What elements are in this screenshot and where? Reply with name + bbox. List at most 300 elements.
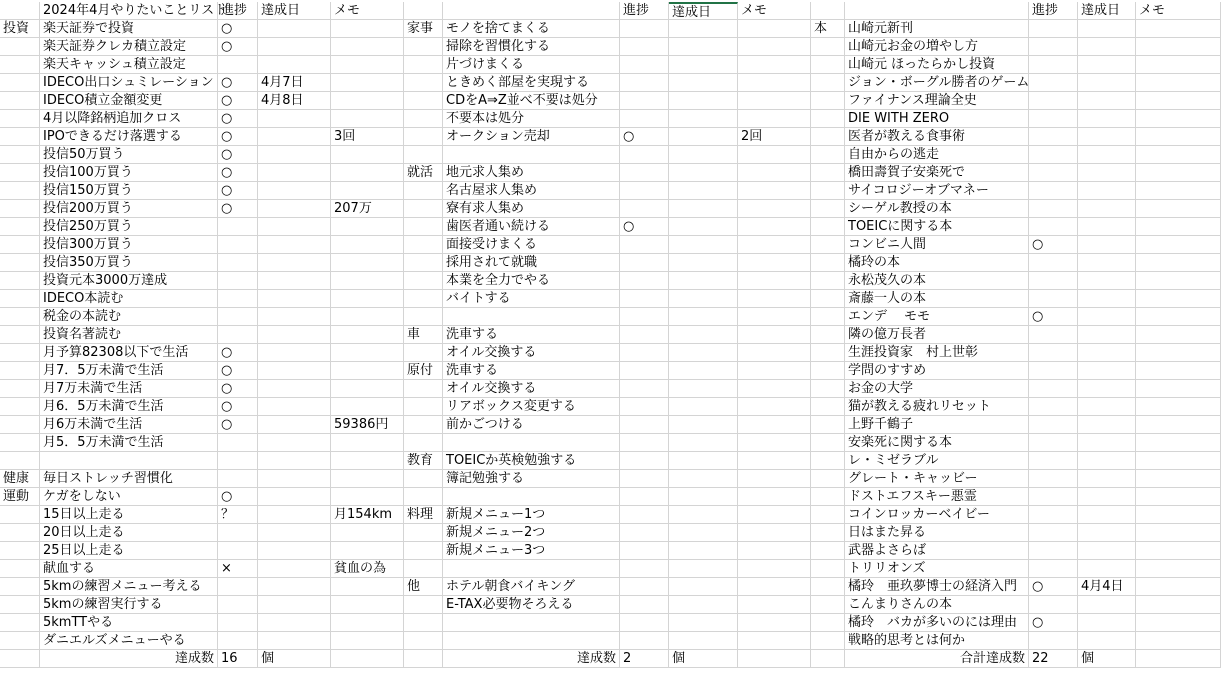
achieved-date-cell[interactable] — [1078, 272, 1136, 290]
memo-cell[interactable] — [1136, 56, 1221, 74]
task-cell[interactable] — [40, 218, 218, 236]
achieved-date-cell[interactable] — [669, 452, 738, 470]
category-cell[interactable] — [404, 146, 443, 164]
achieved-date-cell[interactable] — [669, 380, 738, 398]
task-cell[interactable] — [845, 92, 1029, 110]
category-cell[interactable] — [0, 434, 40, 452]
task-cell[interactable] — [845, 632, 1029, 650]
category-cell[interactable] — [404, 596, 443, 614]
category-cell[interactable] — [811, 506, 845, 524]
achieved-date-cell[interactable] — [258, 578, 331, 596]
memo-cell[interactable] — [1136, 398, 1221, 416]
achieved-date-cell[interactable] — [258, 362, 331, 380]
task-cell[interactable] — [40, 92, 218, 110]
category-cell[interactable] — [0, 614, 40, 632]
achieved-date-cell[interactable] — [669, 560, 738, 578]
achieved-date-cell[interactable] — [1078, 398, 1136, 416]
memo-cell[interactable] — [331, 470, 404, 488]
progress-cell[interactable] — [218, 164, 258, 182]
category-label[interactable] — [0, 488, 40, 506]
task-cell[interactable] — [40, 560, 218, 578]
task-cell[interactable] — [845, 488, 1029, 506]
task-cell[interactable] — [443, 524, 620, 542]
memo-cell[interactable] — [331, 308, 404, 326]
task-cell[interactable] — [40, 380, 218, 398]
achieved-date-cell[interactable] — [669, 632, 738, 650]
memo-cell[interactable] — [1136, 632, 1221, 650]
memo-cell[interactable] — [331, 38, 404, 56]
memo-cell[interactable] — [1136, 182, 1221, 200]
achieved-date-cell[interactable] — [258, 398, 331, 416]
memo-cell[interactable] — [1136, 560, 1221, 578]
task-cell[interactable] — [40, 308, 218, 326]
category-cell[interactable] — [811, 380, 845, 398]
task-cell[interactable] — [40, 362, 218, 380]
progress-cell[interactable] — [620, 290, 669, 308]
memo-cell[interactable] — [738, 470, 811, 488]
category-cell[interactable] — [811, 326, 845, 344]
group-header-cell[interactable] — [404, 2, 443, 20]
task-cell[interactable] — [845, 524, 1029, 542]
category-cell[interactable] — [0, 110, 40, 128]
task-cell[interactable] — [845, 542, 1029, 560]
category-cell[interactable] — [811, 362, 845, 380]
achieved-date-header[interactable] — [1078, 2, 1136, 20]
achieved-count-value[interactable] — [218, 650, 258, 668]
task-cell[interactable] — [40, 470, 218, 488]
task-cell[interactable] — [40, 416, 218, 434]
progress-cell[interactable] — [1029, 146, 1078, 164]
progress-cell[interactable] — [218, 578, 258, 596]
achieved-date-cell[interactable] — [1078, 506, 1136, 524]
task-cell[interactable] — [443, 200, 620, 218]
progress-cell[interactable] — [1029, 542, 1078, 560]
achieved-date-cell[interactable] — [258, 110, 331, 128]
category-cell[interactable] — [811, 74, 845, 92]
category-cell[interactable] — [0, 272, 40, 290]
achieved-date-cell[interactable] — [669, 596, 738, 614]
memo-header[interactable] — [331, 2, 404, 20]
achieved-date-cell[interactable] — [669, 254, 738, 272]
memo-cell[interactable] — [331, 416, 404, 434]
task-cell[interactable] — [443, 20, 620, 38]
progress-cell[interactable] — [218, 344, 258, 362]
achieved-date-cell[interactable] — [258, 20, 331, 38]
progress-cell[interactable] — [218, 560, 258, 578]
memo-cell[interactable] — [738, 452, 811, 470]
category-cell[interactable] — [811, 38, 845, 56]
task-cell[interactable] — [443, 506, 620, 524]
task-cell[interactable] — [40, 326, 218, 344]
achieved-date-cell[interactable] — [669, 362, 738, 380]
memo-cell[interactable] — [738, 416, 811, 434]
task-cell[interactable] — [845, 344, 1029, 362]
progress-cell[interactable] — [620, 362, 669, 380]
achieved-date-cell[interactable] — [258, 542, 331, 560]
memo-cell[interactable] — [1136, 74, 1221, 92]
memo-cell[interactable] — [738, 578, 811, 596]
achieved-date-cell[interactable] — [1078, 254, 1136, 272]
category-cell[interactable] — [811, 254, 845, 272]
progress-cell[interactable] — [1029, 452, 1078, 470]
memo-cell[interactable] — [738, 218, 811, 236]
memo-cell[interactable] — [738, 632, 811, 650]
achieved-date-cell[interactable] — [1078, 236, 1136, 254]
category-cell[interactable] — [811, 434, 845, 452]
task-cell[interactable] — [845, 74, 1029, 92]
achieved-date-cell[interactable] — [258, 344, 331, 362]
category-cell[interactable] — [0, 74, 40, 92]
category-label[interactable] — [404, 164, 443, 182]
achieved-date-cell[interactable] — [669, 38, 738, 56]
category-cell[interactable] — [811, 290, 845, 308]
progress-cell[interactable] — [218, 182, 258, 200]
achieved-count-value[interactable] — [620, 650, 669, 668]
memo-cell[interactable] — [1136, 488, 1221, 506]
progress-cell[interactable] — [620, 380, 669, 398]
task-cell[interactable] — [443, 632, 620, 650]
task-cell[interactable] — [40, 254, 218, 272]
memo-cell[interactable] — [331, 164, 404, 182]
task-cell[interactable] — [845, 200, 1029, 218]
achieved-date-cell[interactable] — [1078, 344, 1136, 362]
progress-cell[interactable] — [620, 164, 669, 182]
task-cell[interactable] — [443, 560, 620, 578]
task-cell[interactable] — [845, 272, 1029, 290]
task-cell[interactable] — [40, 524, 218, 542]
achieved-count-label[interactable] — [40, 650, 218, 668]
achieved-date-cell[interactable] — [1078, 614, 1136, 632]
category-label[interactable] — [404, 20, 443, 38]
progress-cell[interactable] — [620, 326, 669, 344]
task-cell[interactable] — [40, 632, 218, 650]
task-cell[interactable] — [845, 308, 1029, 326]
achieved-date-cell[interactable] — [258, 290, 331, 308]
task-cell[interactable] — [845, 416, 1029, 434]
memo-cell[interactable] — [738, 326, 811, 344]
category-cell[interactable] — [811, 146, 845, 164]
progress-cell[interactable] — [218, 632, 258, 650]
progress-cell[interactable] — [1029, 38, 1078, 56]
memo-cell[interactable] — [331, 596, 404, 614]
progress-cell[interactable] — [218, 434, 258, 452]
achieved-date-cell[interactable] — [1078, 128, 1136, 146]
memo-cell[interactable] — [738, 110, 811, 128]
task-cell[interactable] — [443, 254, 620, 272]
progress-cell[interactable] — [218, 20, 258, 38]
achieved-date-cell[interactable] — [258, 200, 331, 218]
achieved-count-label[interactable] — [845, 650, 1029, 668]
progress-cell[interactable] — [620, 56, 669, 74]
progress-cell[interactable] — [620, 182, 669, 200]
achieved-date-cell[interactable] — [669, 218, 738, 236]
task-cell[interactable] — [40, 20, 218, 38]
memo-cell[interactable] — [738, 272, 811, 290]
category-cell[interactable] — [811, 128, 845, 146]
memo-cell[interactable] — [738, 74, 811, 92]
memo-cell[interactable] — [331, 398, 404, 416]
memo-cell[interactable] — [331, 20, 404, 38]
category-label[interactable] — [404, 326, 443, 344]
achieved-date-cell[interactable] — [258, 416, 331, 434]
memo-cell[interactable] — [738, 164, 811, 182]
memo-cell[interactable] — [331, 110, 404, 128]
memo-cell[interactable] — [331, 578, 404, 596]
memo-cell[interactable] — [331, 92, 404, 110]
progress-cell[interactable] — [218, 56, 258, 74]
memo-cell[interactable] — [331, 218, 404, 236]
progress-cell[interactable] — [620, 524, 669, 542]
task-cell[interactable] — [845, 362, 1029, 380]
achieved-date-cell[interactable] — [258, 182, 331, 200]
memo-cell[interactable] — [738, 488, 811, 506]
category-label[interactable] — [404, 362, 443, 380]
task-cell[interactable] — [845, 596, 1029, 614]
task-cell[interactable] — [443, 470, 620, 488]
progress-cell[interactable] — [1029, 434, 1078, 452]
category-cell[interactable] — [811, 596, 845, 614]
progress-cell[interactable] — [1029, 596, 1078, 614]
achieved-date-cell[interactable] — [1078, 542, 1136, 560]
task-cell[interactable] — [845, 452, 1029, 470]
task-cell[interactable] — [443, 488, 620, 506]
category-cell[interactable] — [404, 236, 443, 254]
category-cell[interactable] — [811, 236, 845, 254]
memo-cell[interactable] — [738, 200, 811, 218]
progress-cell[interactable] — [218, 614, 258, 632]
achieved-date-cell[interactable] — [1078, 380, 1136, 398]
memo-cell[interactable] — [738, 146, 811, 164]
task-cell[interactable] — [40, 164, 218, 182]
memo-cell[interactable] — [331, 452, 404, 470]
memo-cell[interactable] — [1136, 92, 1221, 110]
memo-cell[interactable] — [331, 542, 404, 560]
memo-cell[interactable] — [738, 38, 811, 56]
achieved-date-cell[interactable] — [258, 38, 331, 56]
task-cell[interactable] — [443, 380, 620, 398]
achieved-date-cell[interactable] — [258, 488, 331, 506]
category-cell[interactable] — [811, 92, 845, 110]
progress-cell[interactable] — [1029, 632, 1078, 650]
task-cell[interactable] — [40, 434, 218, 452]
progress-cell[interactable] — [218, 308, 258, 326]
category-cell[interactable] — [404, 38, 443, 56]
memo-cell[interactable] — [1136, 146, 1221, 164]
category-cell[interactable] — [0, 92, 40, 110]
memo-cell[interactable] — [738, 524, 811, 542]
task-cell[interactable] — [845, 398, 1029, 416]
task-cell[interactable] — [845, 290, 1029, 308]
task-cell[interactable] — [443, 416, 620, 434]
memo-cell[interactable] — [1136, 38, 1221, 56]
memo-cell[interactable] — [331, 146, 404, 164]
task-cell[interactable] — [443, 128, 620, 146]
sheet-title[interactable] — [40, 2, 228, 20]
achieved-date-cell[interactable] — [669, 272, 738, 290]
task-cell[interactable] — [845, 20, 1029, 38]
achieved-date-cell[interactable] — [258, 74, 331, 92]
category-cell[interactable] — [811, 56, 845, 74]
achieved-date-cell[interactable] — [669, 146, 738, 164]
memo-cell[interactable] — [1136, 578, 1221, 596]
summary-memo-cell[interactable] — [738, 650, 811, 668]
memo-cell[interactable] — [738, 56, 811, 74]
progress-cell[interactable] — [1029, 308, 1078, 326]
progress-cell[interactable] — [1029, 326, 1078, 344]
task-cell[interactable] — [40, 110, 218, 128]
progress-cell[interactable] — [1029, 110, 1078, 128]
task-cell[interactable] — [443, 326, 620, 344]
category-cell[interactable] — [811, 416, 845, 434]
progress-cell[interactable] — [1029, 290, 1078, 308]
achieved-date-cell[interactable] — [1078, 164, 1136, 182]
progress-cell[interactable] — [1029, 560, 1078, 578]
category-cell[interactable] — [0, 452, 40, 470]
category-cell[interactable] — [0, 560, 40, 578]
category-cell[interactable] — [811, 470, 845, 488]
achieved-date-cell[interactable] — [258, 632, 331, 650]
task-cell[interactable] — [845, 56, 1029, 74]
progress-header[interactable] — [1029, 2, 1078, 20]
achieved-date-cell[interactable] — [1078, 452, 1136, 470]
task-cell[interactable] — [40, 128, 218, 146]
progress-cell[interactable] — [218, 92, 258, 110]
achieved-date-cell[interactable] — [669, 110, 738, 128]
memo-cell[interactable] — [738, 434, 811, 452]
achieved-date-cell[interactable] — [1078, 632, 1136, 650]
memo-cell[interactable] — [331, 128, 404, 146]
category-cell[interactable] — [811, 308, 845, 326]
progress-cell[interactable] — [1029, 20, 1078, 38]
memo-cell[interactable] — [738, 236, 811, 254]
memo-cell[interactable] — [331, 290, 404, 308]
memo-cell[interactable] — [738, 182, 811, 200]
memo-cell[interactable] — [738, 614, 811, 632]
achieved-date-cell[interactable] — [1078, 290, 1136, 308]
progress-cell[interactable] — [620, 488, 669, 506]
memo-cell[interactable] — [1136, 434, 1221, 452]
category-cell[interactable] — [811, 182, 845, 200]
task-cell[interactable] — [443, 110, 620, 128]
memo-cell[interactable] — [1136, 542, 1221, 560]
category-cell[interactable] — [404, 542, 443, 560]
achieved-count-unit[interactable] — [669, 650, 738, 668]
task-cell[interactable] — [40, 506, 218, 524]
task-cell[interactable] — [845, 218, 1029, 236]
progress-cell[interactable] — [620, 92, 669, 110]
task-cell[interactable] — [443, 308, 620, 326]
task-cell[interactable] — [845, 380, 1029, 398]
category-cell[interactable] — [404, 200, 443, 218]
memo-cell[interactable] — [331, 272, 404, 290]
memo-cell[interactable] — [1136, 344, 1221, 362]
progress-cell[interactable] — [1029, 416, 1078, 434]
category-cell[interactable] — [811, 164, 845, 182]
category-label[interactable] — [404, 578, 443, 596]
progress-cell[interactable] — [218, 470, 258, 488]
achieved-date-cell[interactable] — [258, 146, 331, 164]
progress-cell[interactable] — [218, 218, 258, 236]
memo-cell[interactable] — [738, 20, 811, 38]
memo-cell[interactable] — [1136, 416, 1221, 434]
progress-cell[interactable] — [620, 254, 669, 272]
achieved-date-cell[interactable] — [1078, 56, 1136, 74]
task-cell[interactable] — [443, 398, 620, 416]
category-cell[interactable] — [811, 452, 845, 470]
achieved-date-cell[interactable] — [669, 326, 738, 344]
progress-cell[interactable] — [218, 74, 258, 92]
achieved-date-cell[interactable] — [1078, 110, 1136, 128]
progress-cell[interactable] — [218, 200, 258, 218]
category-cell[interactable] — [404, 560, 443, 578]
memo-cell[interactable] — [1136, 362, 1221, 380]
task-cell[interactable] — [845, 506, 1029, 524]
summary-blank-cell[interactable] — [811, 650, 845, 668]
category-cell[interactable] — [404, 272, 443, 290]
memo-cell[interactable] — [738, 560, 811, 578]
progress-cell[interactable] — [1029, 74, 1078, 92]
memo-cell[interactable] — [1136, 164, 1221, 182]
progress-cell[interactable] — [620, 74, 669, 92]
achieved-count-value[interactable] — [1029, 650, 1078, 668]
achieved-date-cell[interactable] — [669, 200, 738, 218]
category-cell[interactable] — [811, 614, 845, 632]
task-cell[interactable] — [40, 74, 218, 92]
category-cell[interactable] — [811, 272, 845, 290]
achieved-date-cell[interactable] — [258, 254, 331, 272]
memo-cell[interactable] — [331, 362, 404, 380]
summary-memo-cell[interactable] — [331, 650, 404, 668]
progress-cell[interactable] — [1029, 236, 1078, 254]
achieved-date-cell[interactable] — [669, 236, 738, 254]
achieved-date-cell[interactable] — [669, 74, 738, 92]
task-cell[interactable] — [443, 272, 620, 290]
progress-cell[interactable] — [218, 416, 258, 434]
category-cell[interactable] — [811, 542, 845, 560]
task-cell[interactable] — [40, 182, 218, 200]
achieved-date-cell[interactable] — [669, 416, 738, 434]
category-cell[interactable] — [0, 380, 40, 398]
task-cell[interactable] — [845, 128, 1029, 146]
achieved-date-cell[interactable] — [258, 128, 331, 146]
progress-cell[interactable] — [1029, 182, 1078, 200]
memo-cell[interactable] — [1136, 614, 1221, 632]
category-cell[interactable] — [404, 92, 443, 110]
task-cell[interactable] — [40, 146, 218, 164]
category-cell[interactable] — [811, 218, 845, 236]
progress-cell[interactable] — [620, 452, 669, 470]
progress-cell[interactable] — [1029, 506, 1078, 524]
memo-cell[interactable] — [738, 290, 811, 308]
category-cell[interactable] — [0, 398, 40, 416]
memo-cell[interactable] — [331, 380, 404, 398]
task-cell[interactable] — [845, 110, 1029, 128]
achieved-date-cell[interactable] — [258, 56, 331, 74]
progress-cell[interactable] — [1029, 254, 1078, 272]
task-cell[interactable] — [40, 290, 218, 308]
achieved-date-cell[interactable] — [669, 164, 738, 182]
progress-cell[interactable] — [620, 146, 669, 164]
category-cell[interactable] — [0, 308, 40, 326]
progress-cell[interactable] — [1029, 218, 1078, 236]
achieved-date-cell[interactable] — [669, 470, 738, 488]
achieved-date-cell[interactable] — [1078, 596, 1136, 614]
progress-cell[interactable] — [620, 128, 669, 146]
achieved-date-cell[interactable] — [1078, 434, 1136, 452]
achieved-date-cell[interactable] — [258, 236, 331, 254]
category-cell[interactable] — [0, 524, 40, 542]
achieved-date-cell[interactable] — [1078, 578, 1136, 596]
